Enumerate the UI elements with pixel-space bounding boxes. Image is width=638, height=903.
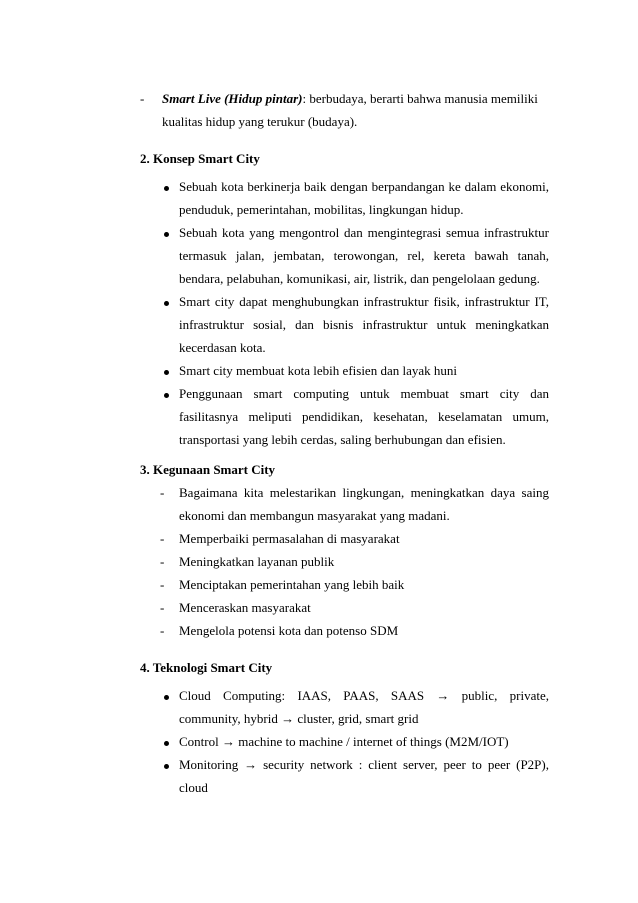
konsep-item-1-line-1: Sebuah kota berkinerja baik dengan berpandangan ke dalam ekonomi, (179, 179, 549, 194)
section-heading-teknologi: 4. Teknologi Smart City (140, 660, 273, 675)
intro-line-1 (162, 91, 549, 107)
bullet-dot-icon (164, 186, 169, 191)
kegunaan-item-6: Mengelola potensi kota dan potenso SDM (179, 623, 399, 638)
bullet-dot-icon (164, 232, 169, 237)
konsep-item-2-line-3: bendara, pelabuhan, komunikasi, air, listrik, dan pengelolaan gedung. (179, 271, 540, 286)
dash-marker: - (140, 91, 145, 106)
konsep-item-3-line-3: kecerdasan kota. (179, 340, 266, 355)
kegunaan-item-5: Menceraskan masyarakat (179, 600, 311, 615)
teknologi-item-1-line-2: community, hybrid → cluster, grid, smart grid (179, 711, 419, 726)
kegunaan-item-2: Memperbaiki permasalahan di masyarakat (179, 531, 400, 546)
konsep-item-3-line-1: Smart city dapat menghubungkan infrastruktur fisik, infrastruktur IT, (179, 294, 549, 309)
teknologi-item-3-line-1: Monitoring → security network : client server, peer to peer (P2P), (179, 757, 549, 772)
dash-marker: - (160, 554, 165, 569)
section-heading-konsep: 2. Konsep Smart City (140, 151, 260, 166)
bullet-dot-icon (164, 741, 169, 746)
kegunaan-item-1-line-1: Bagaimana kita melestarikan lingkungan, meningkatkan daya saing (179, 485, 549, 500)
bullet-dot-icon (164, 370, 169, 375)
dash-marker: - (160, 577, 165, 592)
kegunaan-item-3: Meningkatkan layanan publik (179, 554, 335, 569)
intro-term: Smart Live (Hidup pintar) (162, 91, 303, 106)
bullet-dot-icon (164, 764, 169, 769)
section-heading-kegunaan: 3. Kegunaan Smart City (140, 462, 276, 477)
teknologi-item-2: Control → machine to machine / internet of things (M2M/IOT) (179, 734, 509, 749)
konsep-item-4-line-1: Smart city membuat kota lebih efisien dan layak huni (179, 363, 457, 378)
konsep-item-3-line-2: infrastruktur sosial, dan bisnis infrastruktur untuk meningkatkan (179, 317, 549, 332)
konsep-item-5-line-2: fasilitasnya meliputi pendidikan, kesehatan, keselamatan umum, (179, 409, 549, 424)
bullet-dot-icon (164, 301, 169, 306)
konsep-item-1-line-2: penduduk, pemerintahan, mobilitas, lingkungan hidup. (179, 202, 464, 217)
dash-marker: - (160, 600, 165, 615)
intro-line-1-rest: : berbudaya, berarti bahwa manusia memiliki (302, 91, 538, 106)
intro-line-2: kualitas hidup yang terukur (budaya). (162, 114, 358, 129)
dash-marker: - (160, 531, 165, 546)
kegunaan-item-1-line-2: ekonomi dan membangun masyarakat yang madani. (179, 508, 450, 523)
konsep-item-5-line-3: transportasi yang lebih cerdas, saling berhubungan dan efisien. (179, 432, 506, 447)
kegunaan-item-4: Menciptakan pemerintahan yang lebih baik (179, 577, 405, 592)
bullet-dot-icon (164, 695, 169, 700)
teknologi-item-1-line-1: Cloud Computing: IAAS, PAAS, SAAS → public, private, (179, 688, 549, 703)
bullet-dot-icon (164, 393, 169, 398)
konsep-item-5-line-1: Penggunaan smart computing untuk membuat smart city dan (179, 386, 549, 401)
dash-marker: - (160, 485, 165, 500)
dash-marker: - (160, 623, 165, 638)
konsep-item-2-line-2: termasuk jalan, jembatan, terowongan, rel, kereta bawah tanah, (179, 248, 549, 263)
konsep-item-2-line-1: Sebuah kota yang mengontrol dan mengintegrasi semua infrastruktur (179, 225, 549, 240)
teknologi-item-3-line-2: cloud (179, 780, 208, 795)
